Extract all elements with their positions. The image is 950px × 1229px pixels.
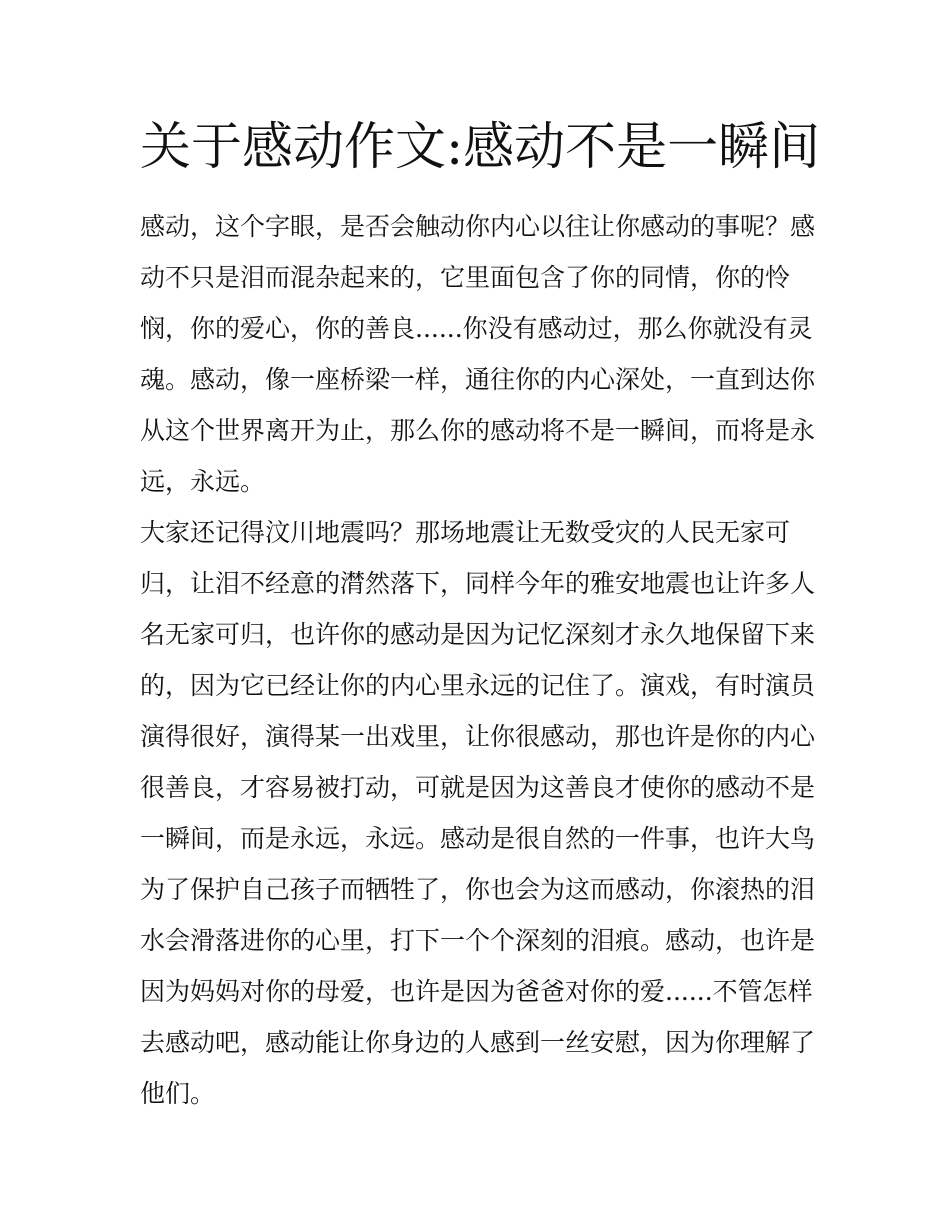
text-line: 演得很好，演得某一出戏里，让你很感动，那也许是你的内心 <box>140 722 816 751</box>
text-line: 动不只是泪而混杂起来的，它里面包含了你的同情，你的怜 <box>140 263 791 292</box>
text-line: 归，让泪不经意的潸然落下，同样今年的雅安地震也让许多人 <box>140 569 816 598</box>
text-line: 去感动吧，感动能让你身边的人感到一丝安慰，因为你理解了 <box>140 1028 816 1057</box>
text-line: 为了保护自己孩子而牺牲了，你也会为这而感动，你滚热的泪 <box>140 875 816 904</box>
paragraph-1 <box>140 201 820 507</box>
text-line: 水会滑落进你的心里，打下一个个深刻的泪痕。感动，也许是 <box>140 926 816 955</box>
text-line: 悯，你的爱心，你的善良......你没有感动过，那么你就没有灵 <box>140 314 813 343</box>
paragraph-2 <box>140 507 820 1119</box>
document-body <box>140 201 820 1119</box>
text-line: 的，因为它已经让你的内心里永远的记住了。演戏，有时演员 <box>140 671 816 700</box>
text-line: 从这个世界离开为止，那么你的感动将不是一瞬间，而将是永 <box>140 416 816 445</box>
text-line: 因为妈妈对你的母爱，也许是因为爸爸对你的爱......不管怎样 <box>140 977 813 1006</box>
document-title: 关于感动作文:感动不是一瞬间 <box>140 118 821 177</box>
text-line: 一瞬间，而是永远，永远。感动是很自然的一件事，也许大鸟 <box>140 824 816 853</box>
text-line: 他们。 <box>140 1079 216 1108</box>
text-line: 魂。感动，像一座桥梁一样，通往你的内心深处，一直到达你 <box>140 365 816 394</box>
text-line: 名无家可归，也许你的感动是因为记忆深刻才永久地保留下来 <box>140 620 816 649</box>
text-line: 很善良，才容易被打动，可就是因为这善良才使你的感动不是 <box>140 773 816 802</box>
text-line: 远，永远。 <box>140 467 266 496</box>
text-line: 大家还记得汶川地震吗？那场地震让无数受灾的人民无家可 <box>140 518 791 547</box>
text-line: 感动，这个字眼，是否会触动你内心以往让你感动的事呢？感 <box>140 212 816 241</box>
